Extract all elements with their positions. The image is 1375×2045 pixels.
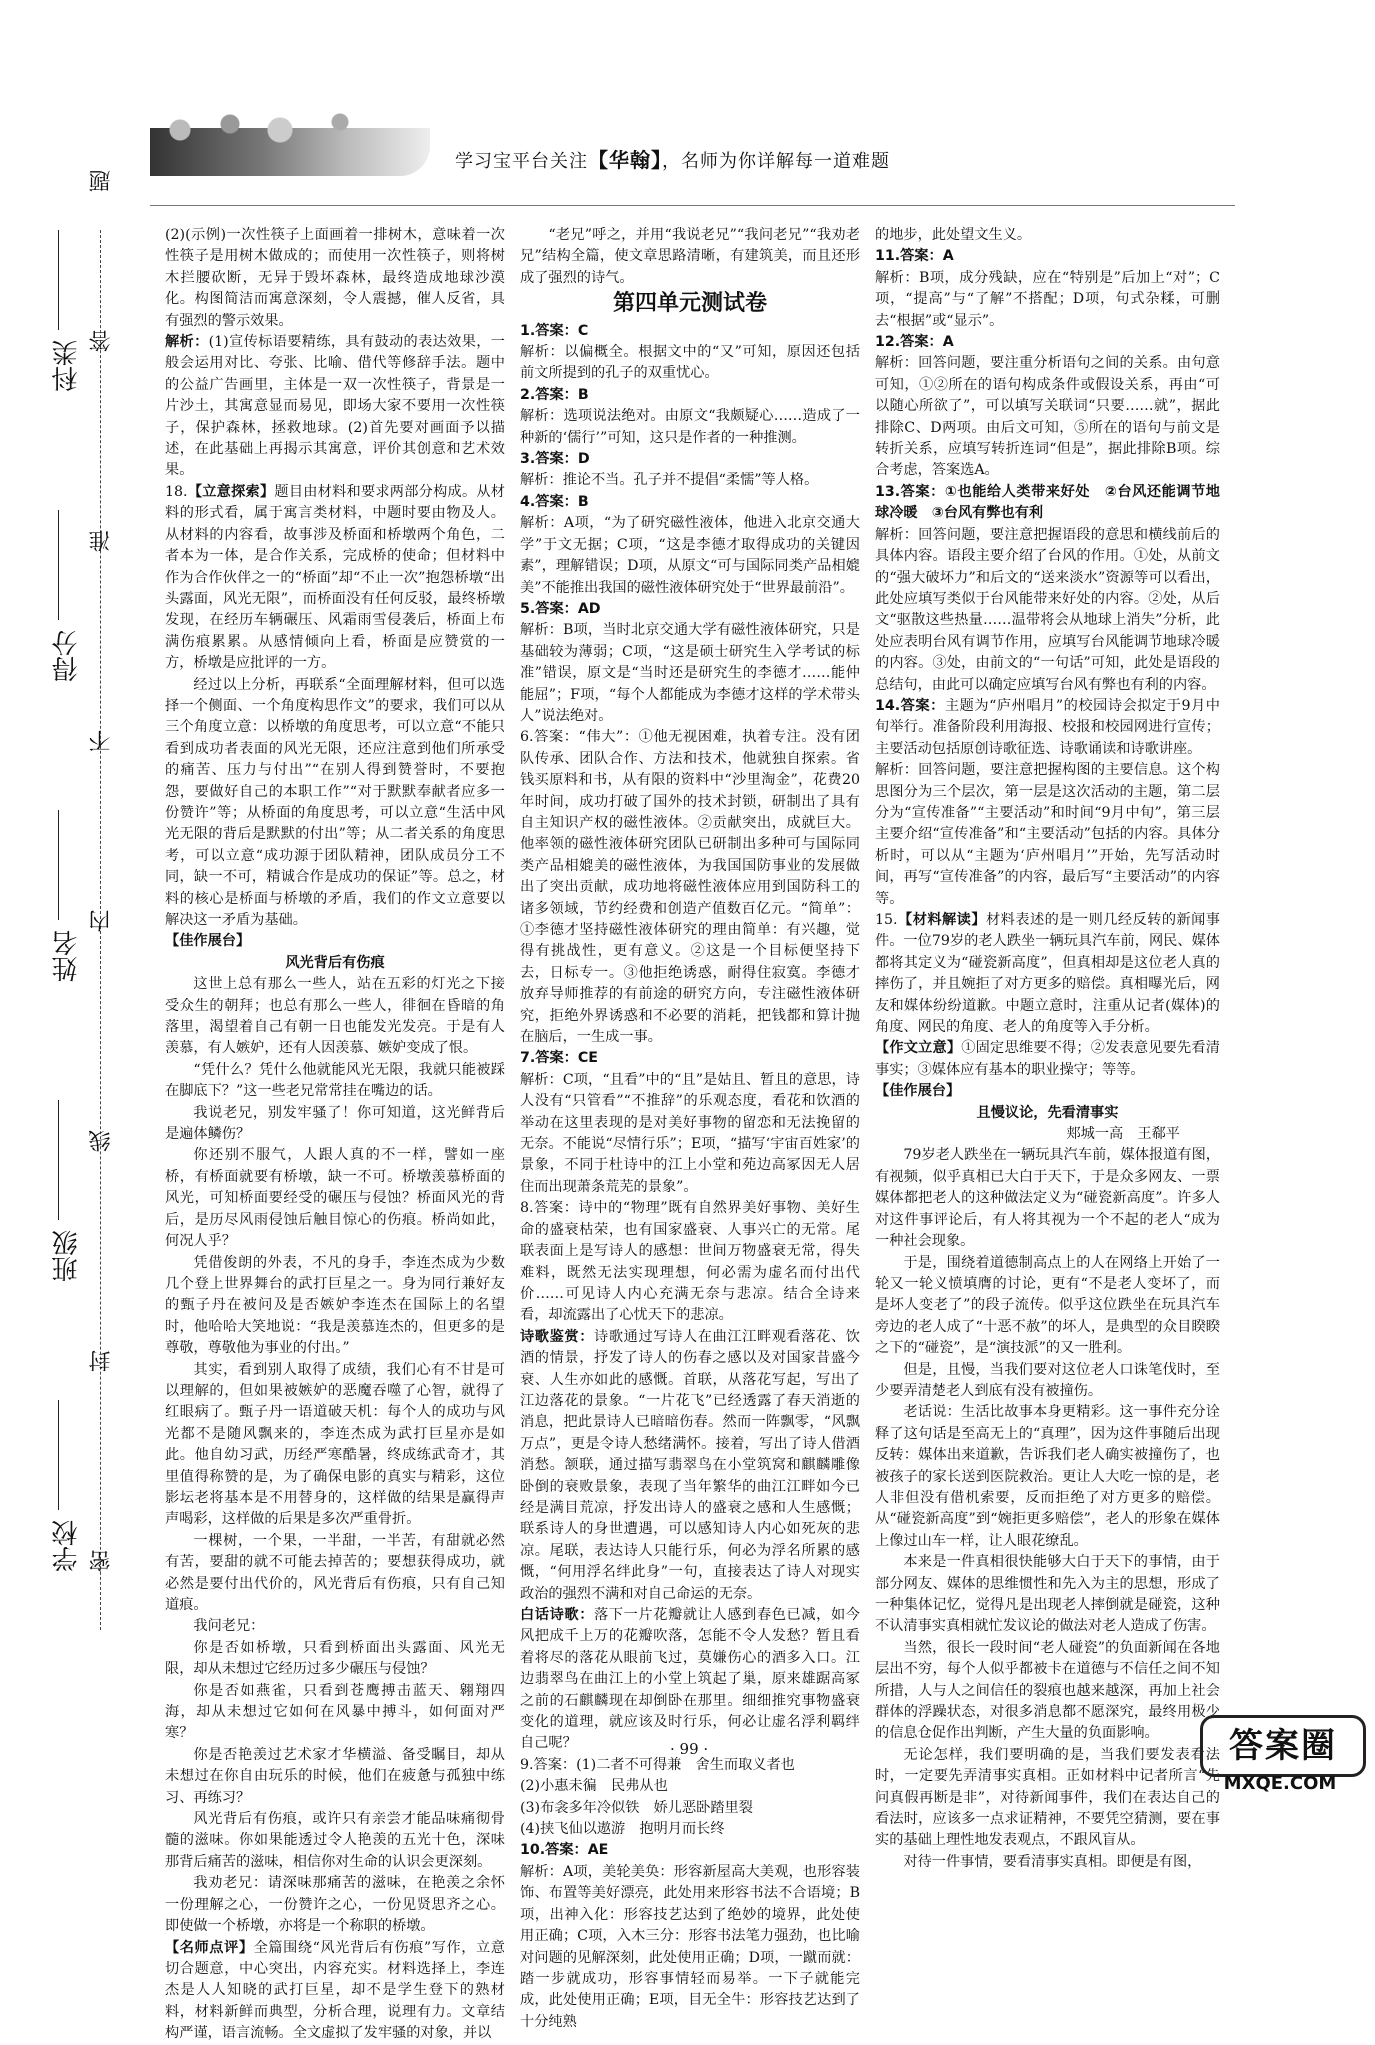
page-number: · 99 · bbox=[670, 1740, 709, 1758]
answer-label: 13.答案：①也能给人类带来好处 ②台风还能调节地球冷暖 ③台风有弊也有利 bbox=[875, 483, 1220, 522]
answer bbox=[875, 246, 1220, 267]
answer bbox=[875, 696, 1220, 760]
question-number: 18. bbox=[165, 483, 188, 500]
answer-label: 12.答案：A bbox=[875, 334, 954, 351]
analysis: 解析：A项，美轮美奂：形容新屋高大美观，也形容装饰、布置等美好漂亮，此处用来形容书法不合语境；B项，出神入化：形容技艺达到了绝妙的境界，此处使用正确；C项，入木三分：形容书法笔力强劲，也比喻对问题的见解深刻，此处使用正确；D项，一蹴而就：踏一步就成功，形容事情轻而易举。一下子就能完成，此处使用正确；E项，目无全牛：形容技艺达到了十分纯熟 bbox=[520, 1863, 860, 2030]
question-18 bbox=[165, 482, 505, 675]
answer-text: (2)(示例)一次性筷子上面画着一排树木，意味着一次性筷子是用树木做成的；而使用一次性筷子，则将树木拦腰砍断，无异于毁坏森林，最终造成地球沙漠化。构图简洁而寓意深刻，令人震撼，催人反省，具有强烈的警示效果。 bbox=[165, 227, 505, 329]
header-bracket-open: 【 bbox=[588, 148, 609, 172]
answer-label: 3.答案：D bbox=[520, 451, 590, 468]
essay-paragraph: 你是否艳羡过艺术家才华横溢、备受瞩目，却从未想过在你自由玩乐的时候，他们在疲惫与孤独中练习、再练习？ bbox=[165, 1746, 505, 1806]
essay-title: 风光背后有伤痕 bbox=[285, 954, 385, 971]
essay-paragraph: 凭借俊朗的外表，不凡的身手，李连杰成为少数几个登上世界舞台的武打巨星之一。身为同行兼好友的甄子丹在被问及是否嫉妒李连杰在国际上的名望时，他哈哈大笑地说：“我是羡慕连杰的，但更多的是尊敬，尊敬他为事业的付出。” bbox=[165, 1254, 505, 1357]
label: 【作文立意】 bbox=[875, 1040, 962, 1057]
essay-paragraph: 无论怎样，我们要明确的是，当我们要发表看法时，一定要先弄清事实真相。正如材料中记者所言“先问真假再断是非”，对待新闻事件，我们在表达自己的看法时，应该多一点求证精神，不要凭空猜测，要在事实的基础上理性地发表观点，不跟风盲从。 bbox=[875, 1746, 1220, 1849]
field-score: 得分 bbox=[52, 630, 82, 682]
text: 题目由材料和要求两部分构成。从材料的形式看，属于寓言类材料，中题时要由物及人。从材料的内容看，故事涉及桥面和桥墩两个角色，二者本为一体，是合作关系，完成桥的使命；但材料中作为合作伙伴之一的“桥面”却“不止一次”抱怨桥墩“出头露面，风光无限”，而桥面没有任何反驳，最终桥墩发现，在经历车辆碾压、风霜雨雪侵袭后，桥面上布满伤痕累累。从感情倾向上看，桥面是应赞赏的一方，桥墩是应批评的一方。 bbox=[165, 483, 505, 672]
seal-char: 答 bbox=[89, 330, 114, 352]
essay-paragraph: 79岁老人跌坐在一辆玩具汽车前，媒体报道有图，有视频，似乎真相已大白于天下，于是众多网友、一票媒体都把老人的这种做法定义为“碰瓷新高度”。许多人对这件事评论后，有人将其视为一个不起的老人“成为一种社会现象。 bbox=[875, 1147, 1220, 1250]
analysis: 解析：B项，成分残缺，应在“特别是”后加上“对”；C项，“提高”与“了解”不搭配；D项，句式杂糅，可删去“根据”或“显示”。 bbox=[875, 269, 1220, 329]
section-label bbox=[875, 1081, 1220, 1102]
essay-paragraph: 这世上总有那么一些人，站在五彩的灯光之下接受众生的朝拜；也总有那么一些人，徘徊在昏暗的角落里，渴望着自己有朝一日也能发光发亮。于是有人羡慕，有人嫉妒，还有人因羡慕、嫉妒变成了恨。 bbox=[165, 976, 505, 1057]
answer-label: 5.答案：AD bbox=[520, 600, 601, 617]
column-3 bbox=[875, 225, 1220, 1870]
answer bbox=[875, 482, 1220, 525]
header-prefix: 学习宝平台关注 bbox=[455, 151, 588, 172]
text: 主题为“庐州唱月”的校园诗会拟定于9月中旬举行。准备阶段利用海报、校报和校园网进行宣传；主要活动包括原创诗歌征选、诗歌诵读和诗歌讲座。 bbox=[875, 697, 1220, 757]
unit-test-title: 第四单元测试卷 bbox=[612, 291, 767, 317]
watermark-logo bbox=[1200, 1715, 1360, 1795]
field-name-blank bbox=[58, 810, 59, 920]
text: (1)宣传标语要精练，具有鼓动的表达效果，一般会运用对比、夸张、比喻、借代等修辞手法。题中的公益广告画里，主体是一双一次性筷子，背景是一片沙土，其寓意显而易见，即场大家不要用一次性筷子，保护森林，拯救地球。(2)首先要对画面予以描述，在此基础上再揭示其寓意，评价其创意和艺术效果。 bbox=[165, 334, 505, 479]
header-bracket-close: 】 bbox=[651, 148, 662, 172]
answer-label: 4.答案：B bbox=[520, 493, 589, 510]
poem-appreciation bbox=[520, 1327, 860, 1605]
analysis: 解析：B项，当时北京交通大学有磁性液体研究，只是基础较为薄弱；C项，“这是硕士研究生入学考试的标准”错误，原文是“当时还是研究生的李德才……能仲能屈”；F项，“每个人都能成为李德才这样的学术带头人”说法绝对。 bbox=[520, 622, 860, 724]
analysis: 解析：回答问题，要注意把握语段的意思和横线前后的具体内容。语段主要介绍了台风的作用。①处，从前文的“强大破坏力”和后文的“送来淡水”资源等可以看出，此处应填写类似于台风能带来好处的内容。②处，从后文“驱散这些热量……温带将会从地球上消失”分析，此处应表明台风有调节作用，应填写台风能调节地球冷暖的内容。③处，由前文的“一句话”可知，此处是语段的总结句，由此可以确定应填写台风有弊也有利的内容。 bbox=[875, 526, 1220, 693]
essay-paragraph: 你还别不服气，人跟人真的不一样，譬如一座桥，有桥面就要有桥墩，缺一不可。桥墩羡慕桥面的风光，可知桥面要经受的碾压与侵蚀？桥面风光的背后，是历尽风雨侵蚀后触目惊心的伤痕。桥尚如此，何况人乎？ bbox=[165, 1147, 505, 1250]
answer bbox=[520, 492, 860, 513]
label: 【立意探索】 bbox=[187, 483, 275, 500]
field-subject-blank bbox=[58, 230, 59, 330]
poem-vernacular bbox=[520, 1605, 860, 1755]
text: 诗歌通过写诗人在曲江江畔观看落花、饮酒的情景，抒发了诗人的伤春之感以及对国家昔盛今衰、人生亦如此的感慨。首联，从落花写起，写出了江边落花的景象。“一片花飞”已经透露了春天消逝的消息，把此景诗人已暗暗伤春。然而一阵飘零，“风飘万点”，更是令诗人愁绪满怀。接着，写出了诗人借酒消愁。颔联，通过描写翡翠鸟在小堂筑窝和麒麟雕像卧倒的衰败景象，表现了当年繁华的曲江江畔如今已经是满目荒凉，抒发出诗人的盛衰之感和人生感慨；联系诗人的身世遭遇，可以感知诗人内心如死灰的悲凉。尾联，表达诗人只能行乐，何必为浮名所累的感慨，“何用浮名绊此身”一句，直接表达了诗人对现实政治的强烈不满和对自己命运的无奈。 bbox=[520, 1328, 860, 1602]
essay-paragraph: 于是，围绕着道德制高点上的人在网络上开始了一轮又一轮义愤填膺的讨论，更有“不是老人变坏了，而是坏人变老了”的段子流传。似乎这位跌坐在玩具汽车旁边的老人成了“十恶不赦”的坏人，是典型的众目睽睽之下的“碰瓷”，是“演技派”的又一胜利。 bbox=[875, 1254, 1220, 1357]
answer: 6.答案：“伟大”：①他无视困难，执着专注。没有团队传承、团队合作、方法和技术，他就独自探索。省钱买原料和书，从有限的资料中“沙里淘金”，花费20年时间，成功打破了国外的技术封锁，研制出了具有自主知识产权的磁性液体。②贡献突出，成就巨大。他率领的磁性液体研究团队已研制出多种可与国际同类产品相媲美的磁性液体，为我国国防事业的发展做出了突出贡献，成功地将磁性液体应用到国防科工的诸多领域，节约经费和创造产值数百亿元。“简单”：①李德才坚持磁性液体研究的理由简单：有兴趣，觉得有挑战性，更有意义。②这是一个目标便坚持下去，日标专一。③他拒绝诱惑，耐得住寂寞。李德才放弃导师推荐的有前途的研究方向，专注磁性液体研究，拒绝外界诱惑和不必要的消耗，把钱都和算计抛在脑后，一生成一事。 bbox=[520, 729, 860, 1046]
analysis-text bbox=[165, 332, 505, 482]
seal-char: 线 bbox=[89, 1130, 114, 1152]
answer bbox=[520, 599, 860, 620]
essay-paragraph: 本来是一件真相很快能够大白于天下的事情，由于部分网友、媒体的思维惯性和先入为主的思想，形成了一种集体记忆，觉得凡是出现老人摔倒就是碰瓷，这种不认清事实真相就忙发议论的做法对老人造成了伤害。 bbox=[875, 1554, 1220, 1635]
field-class: 班级 bbox=[52, 1230, 82, 1282]
answer bbox=[520, 385, 860, 406]
essay-paragraph: 你是否如燕雀，只看到苍鹰搏击蓝天、翱翔四海，却从未想过它如何在风暴中搏斗，如何面对严寒？ bbox=[165, 1682, 505, 1742]
essay-paragraph: 我说老兄，别发牢骚了！你可知道，这光鲜背后是遍体鳞伤？ bbox=[165, 1104, 505, 1143]
field-score-blank bbox=[58, 510, 59, 620]
text: 落下一片花瓣就让人感到春色已减，如今风把成千上万的花瓣吹落，怎能不令人发愁？暂且看着将尽的落花从眼前飞过，莫嫌伤心的酒多入口。江边翡翠鸟在曲江上的小堂上筑起了巢，原来雄踞高冢之前的石麒麟现在却倒卧在那里。细细推究事物盛衰变化的道理，就应该及时行乐，何必让虚名浮利羁绊自己呢？ bbox=[520, 1607, 860, 1752]
answer-label: 14.答案： bbox=[875, 697, 945, 714]
answer-label: 11.答案：A bbox=[875, 248, 954, 265]
field-name: 姓名 bbox=[52, 930, 82, 982]
essay-paragraph: “凭什么？凭什么他就能风光无限，我就只能被踩在脚底下？”这一些老兄常常挂在嘴边的话。 bbox=[165, 1061, 505, 1100]
answer-line: (3)布衾多年冷似铁 娇儿恶卧踏里裂 bbox=[520, 1799, 753, 1816]
essay-paragraph: 你是否如桥墩，只看到桥面出头露面、风光无限，却从未想过它经历过多少碾压与侵蚀？ bbox=[165, 1639, 505, 1678]
header-suffix: ，名师为你详解每一道难题 bbox=[662, 151, 890, 172]
answer-label: 1.答案：C bbox=[520, 322, 589, 339]
essay-idea bbox=[875, 1038, 1220, 1081]
field-class-blank bbox=[58, 1100, 59, 1220]
answer: 9.答案：(1)二者不可得兼 舍生而取义者也 bbox=[520, 1756, 795, 1773]
column-1 bbox=[165, 225, 505, 2042]
essay-paragraph: 其实，看到别人取得了成绩，我们心有不甘是可以理解的，但如果被嫉妒的恶魔吞噬了心智，就得了红眼病了。甄子丹一语道破天机：每个人的成功与风光都不是随风飘来的，李连杰成为武打巨星亦是如此。他自幼习武，历经严寒酷暑，终成练武奇才，其里值得称赞的是，为了确保电影的真实与精彩，这位影坛老将基本是不用替身的，这样做的结果是赢得声声喝彩，这样做的后果是多次严重骨折。 bbox=[165, 1361, 505, 1528]
seal-char: 准 bbox=[89, 530, 114, 552]
page-header-banner bbox=[150, 100, 1300, 180]
answer-label: 2.答案：B bbox=[520, 386, 589, 403]
analysis: 解析：推论不当。孔子并不提倡“柔懦”等人格。 bbox=[520, 472, 819, 489]
label: 【材料解读】 bbox=[897, 912, 986, 928]
paragraph: “老兄”呼之，并用“我说老兄”“我问老兄”“我劝老兄”结构全篇，使文章思路清晰，有建筑美，而且还形成了强烈的诗气。 bbox=[520, 227, 860, 286]
field-subject: 科类 bbox=[52, 340, 82, 392]
label: 【佳作展台】 bbox=[165, 933, 251, 950]
header-logo-dots-icon bbox=[160, 110, 420, 150]
answer-label: 10.答案：AE bbox=[520, 1842, 609, 1859]
label: 解析： bbox=[165, 334, 209, 351]
text: ①固定思维要不得；②发表意见要先看清事实；③媒体应有基本的职业操守；等等。 bbox=[875, 1040, 1220, 1078]
analysis: 解析：A项，“为了研究磁性液体，他进入北京交通大学”于文无据；C项，“这是李德才取得成功的关键因素”，理解错误；D项，从原文“可与国际同类产品相媲美”不能推出我国的磁性液体研究处于“世界最前沿”。 bbox=[520, 515, 860, 596]
seal-char: 不 bbox=[89, 730, 114, 752]
field-school-blank bbox=[58, 1400, 59, 1510]
seal-char: 内 bbox=[89, 910, 114, 932]
analysis: 解析：回答问题，要注重分析语句之间的关系。由句意可知，①②所在的语句构成条件或假设关系，再由“可以随心所欲了”，可以填写关联词“只要……就”，据此排除C、D两项。由后文可知，⑤所在的语句与前文是转折关系，应填写转折连词“但是”，据此排除B项。综合考虑，答案选A。 bbox=[875, 355, 1220, 479]
answer-line: (2)小惠未徧 民弗从也 bbox=[520, 1778, 668, 1795]
header-logo bbox=[150, 128, 430, 176]
question-15 bbox=[875, 910, 1220, 1038]
label: 白话诗歌： bbox=[520, 1607, 595, 1623]
seal-char: 封 bbox=[89, 1350, 114, 1372]
essay-paragraph: 对待一件事情，要看清事实真相。即便是有图， bbox=[903, 1853, 1202, 1870]
essay-paragraph: 当然，很长一段时间“老人碰瓷”的负面新闻在各地层出不穷，每个人似乎都被卡在道德与不信任之间不知所措，人与人之间信任的裂痕也越来越深，再加上社会群体的浮躁状态，对很多消息都不愿深究，最终用极少的信息仓促作出判断，产生大量的负面影响。 bbox=[875, 1639, 1220, 1742]
seal-char: 密 bbox=[89, 1550, 114, 1572]
text: 全篇围绕“风光背后有伤痕”写作，立意切合题意，中心突出，内容充实。材料选择上，李连杰是人人知晓的武打巨星，却不是学生登下的熟材料，材料新鲜而典型，分析合理，说理有力。文章结构严谨，语言流畅。全文虚拟了发牢骚的对象，并以 bbox=[165, 1939, 505, 2042]
watermark-text: 答案圈 bbox=[1200, 1715, 1366, 1777]
analysis: 解析：以偏概全。根据文中的“又”可知，原因还包括前文所提到的孔子的双重忧心。 bbox=[520, 344, 860, 382]
paragraph: 经过以上分析，再联系“全面理解材料，但可以选择一个侧面、一个角度构思作文”的要求，我们可以从三个角度立意：以桥墩的角度思考，可以立意“不能只看到成功者表面的风光无限，还应注意到他们所承受的痛苦、压力与付出”“在别人得到赞誉时，不要抱怨，要做好自己的本职工作”“对于默默奉献者应多一份赞许”等；从桥面的角度思考，可以立意“生活中风光无限的背后是默默的付出”等；从二者关系的角度思考，可以立意“成功源于团队精神，团队成员分工不同，缺一不可，精诚合作是成功的保证”等。总之，材料的核心是桥面与桥墩的矛盾，我们的作文立意要以解决这一矛盾为基础。 bbox=[165, 676, 505, 928]
essay-paragraph: 我劝老兄：请深味那痛苦的滋味，在艳羡之余怀一份理解之心，一份赞许之心，一份见贤思齐之心。即使做一个桥墩，亦将是一个称职的桥墩。 bbox=[165, 1875, 505, 1935]
header-slogan bbox=[455, 144, 890, 173]
answer: 8.答案：诗中的“物理”既有自然界美好事物、美好生命的盛衰枯荣，也有国家盛衰、人事兴亡的无常。尾联表面上是写诗人的感想：世间万物盛衰无常，得失难料，既然无法实现理想，何必需为虚名而付出代价……可见诗人内心充满无奈与悲凉。结合全诗来看，却流露出了心忧天下的悲凉。 bbox=[520, 1200, 860, 1324]
question-number: 15. bbox=[875, 912, 898, 928]
answer-label: 7.答案：CE bbox=[520, 1050, 598, 1067]
essay-title: 且慢议论，先看清事实 bbox=[976, 1104, 1119, 1121]
binding-margin bbox=[0, 170, 120, 1630]
answer bbox=[875, 332, 1220, 353]
essay-author: 郏城一高 王郗平 bbox=[1066, 1126, 1180, 1143]
essay-paragraph: 老话说：生活比故事本身更精彩。这一事件充分诠释了这句话是至高无上的“真理”，因为这件事随后出现反转：媒体出来道歉，告诉我们老人确实被撞伤了，也被孩子的家长送到医院救治。更让人大吃一惊的是，老人非但没有借机索要，反而拒绝了对方更多的赔偿。从“碰瓷新高度”到“婉拒更多赔偿”，老人的形象在媒体上像过山车一样，让人眼花缭乱。 bbox=[875, 1404, 1220, 1549]
analysis: 解析：选项说法绝对。由原文“我颇疑心……造成了一种新的‘儒行’”可知，这只是作者的一种推测。 bbox=[520, 408, 860, 446]
answer-line: (4)挟飞仙以遨游 抱明月而长终 bbox=[520, 1821, 725, 1838]
teacher-comment bbox=[165, 1938, 505, 2045]
watermark-url: MXQE.COM bbox=[1223, 1773, 1337, 1794]
answer bbox=[520, 1840, 860, 1861]
analysis: 解析：C项，“且看”中的“且”是姑且、暂且的意思，诗人没有“只管看”“不推辞”的乐观态度，看花和饮酒的举动在这里表现的是对美好事物的留恋和无法挽留的无奈。不能说“尽情行乐”；E项，“描写‘宇宙百姓家’的景象，不同于杜诗中的江上小堂和苑边高冢因无人居住而出现萧条荒芜的景象”。 bbox=[520, 1071, 860, 1195]
label: 【名师点评】 bbox=[165, 1939, 254, 1956]
field-school: 学校 bbox=[52, 1520, 82, 1572]
essay-paragraph: 风光背后有伤痕，或许只有亲尝才能品味痛彻骨髓的滋味。你如果能透过令人艳羡的五光十色，深味那背后痛苦的滋味，相信你对生命的认识会更深刻。 bbox=[165, 1811, 505, 1870]
header-brand: 华翰 bbox=[609, 148, 651, 172]
essay-paragraph: 我问老兄： bbox=[193, 1618, 265, 1635]
essay-paragraph: 但是，且慢，当我们要对这位老人口诛笔伐时，至少要弄清楚老人到底有没有被撞伤。 bbox=[875, 1361, 1220, 1399]
label: 诗歌鉴赏： bbox=[520, 1328, 595, 1345]
answer bbox=[520, 1048, 860, 1069]
essay-paragraph: 一棵树，一个果，一半甜，一半苦，有甜就必然有苦，要甜的就不可能去掉苦的；要想获得成功，就必然是要付出代价的，风光背后有伤痕，只有自己知道痕。 bbox=[165, 1532, 505, 1613]
section-label bbox=[165, 931, 505, 952]
header-rule bbox=[150, 205, 1235, 206]
answer bbox=[520, 321, 860, 342]
label: 【佳作展台】 bbox=[875, 1083, 961, 1100]
analysis: 解析：回答问题，要注意把握构图的主要信息。这个构思图分为三个层次，第一层是这次活动的主题，第二层分为“宣传准备”“主要活动”和时间“9月中旬”，第三层主要介绍“宣传准备”和“主要活动”包括的内容。具体分析时，可以从“主题为‘庐州唱月’”开始，先写活动时间，再写“宣传准备”的内容，最后写“主要活动”的内容等。 bbox=[875, 762, 1220, 907]
seal-char: 题 bbox=[89, 170, 114, 192]
text: 材料表述的是一则几经反转的新闻事件。一位79岁的老人跌坐一辆玩具汽车前，网民、媒体都将其定义为“碰瓷新高度”，但真相却是这位老人真的摔伤了，并且婉拒了对方更多的赔偿。真相曝光后，网友和媒体纷纷道歉。中题立意时，注重从记者(媒体)的角度、网民的角度、老人的角度等入手分析。 bbox=[875, 912, 1220, 1036]
paragraph: 的地步，此处望文生义。 bbox=[875, 227, 1032, 243]
answer bbox=[520, 449, 860, 470]
